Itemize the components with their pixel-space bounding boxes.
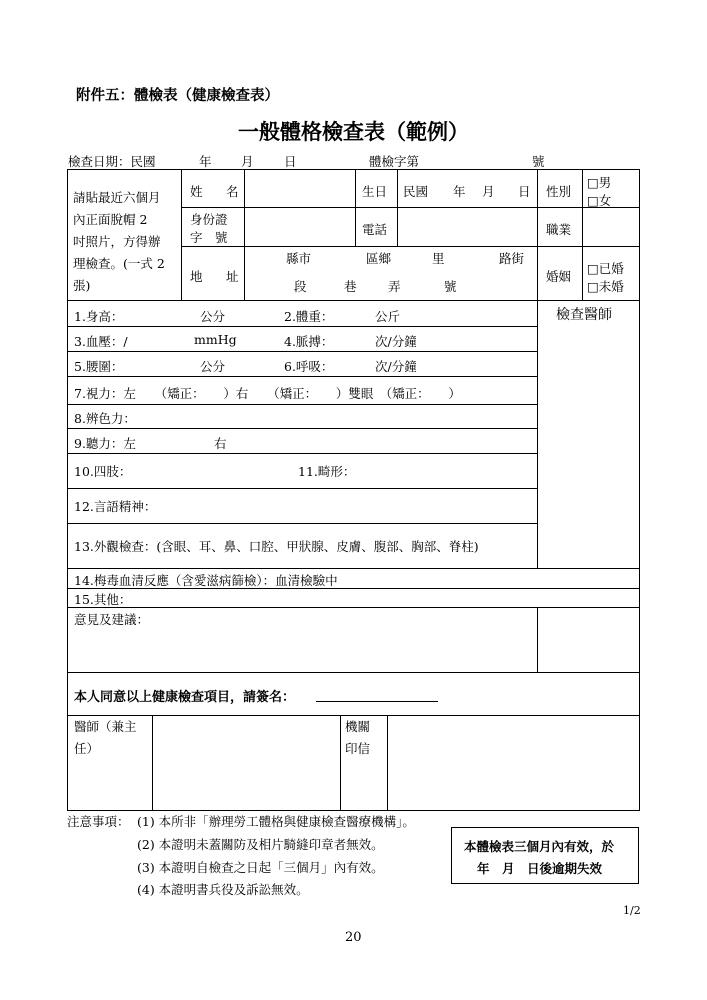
name-field[interactable] — [245, 170, 355, 207]
divider — [181, 246, 639, 247]
phone-label: 電話 — [362, 222, 388, 237]
divider — [68, 672, 639, 673]
divider — [68, 568, 639, 569]
name-label-2: 名 — [226, 184, 239, 199]
photo-line: 內正面脫帽 2 — [73, 212, 148, 227]
divider — [68, 453, 537, 454]
address-district: 區鄉 — [366, 251, 392, 266]
hearing-right-label: 右 — [214, 436, 227, 451]
photo-line: 吋照片，方得辦 — [73, 234, 161, 249]
photo-instructions — [73, 187, 183, 297]
address-village: 里 — [432, 251, 445, 266]
divider — [68, 326, 537, 327]
note-item: (2) 本證明未蓋關防及相片騎縫印章者無效。 — [137, 837, 384, 852]
address-lane: 巷 — [344, 279, 357, 294]
exam-date-day: 日 — [284, 154, 297, 169]
divider — [181, 170, 182, 300]
doctor-label — [74, 716, 137, 760]
hearing-label: 9.聽力：左 — [74, 436, 136, 451]
validity-line-1: 本體檢表三個月內有效，於 — [464, 839, 615, 854]
pulse-unit: 次/分鐘 — [375, 334, 417, 349]
marital-unmarried-checkbox[interactable]: □未婚 — [587, 279, 624, 294]
photo-line: 理檢查。(一式 2 — [73, 256, 165, 271]
id-number-label-2: 字 號 — [190, 230, 228, 245]
divider — [68, 404, 537, 405]
limbs-label: 10.四肢： — [74, 464, 132, 479]
opinion-label: 意見及建議： — [74, 612, 150, 627]
birthday-month: 月 — [482, 184, 495, 199]
waist-label: 5.腰圍： — [74, 359, 124, 374]
address-road: 路街 — [499, 251, 525, 266]
appendix-heading: 附件五：體檢表（健康檢查表） — [76, 87, 279, 104]
exam-date-year: 年 — [199, 154, 212, 169]
divider — [340, 715, 341, 810]
height-label: 1.身高： — [74, 309, 124, 324]
id-number-field[interactable] — [245, 208, 355, 246]
divider — [537, 300, 538, 568]
blood-pressure-label: 3.血壓：/ — [74, 334, 128, 349]
note-item: (1) 本所非「辦理勞工體格與健康檢查醫療機構」。 — [137, 814, 415, 829]
blood-pressure-unit: mmHg — [194, 332, 237, 347]
page-number: 20 — [345, 930, 362, 945]
divider — [68, 523, 537, 524]
syphilis-test-label: 14.梅毒血清反應（含愛滋病篩檢）：血清檢驗中 — [74, 573, 338, 588]
validity-box — [451, 827, 639, 884]
deformity-label: 11.畸形： — [298, 464, 356, 479]
consent-statement: 本人同意以上健康檢查項目，請簽名： — [74, 690, 296, 705]
address-section: 段 — [294, 279, 307, 294]
divider — [68, 488, 537, 489]
exam-number-label: 體檢字第 — [369, 154, 420, 169]
notes-label: 注意事項： — [67, 814, 130, 829]
exam-number-suffix: 號 — [532, 154, 545, 169]
gender-male-checkbox[interactable]: □男 — [587, 175, 612, 190]
signature-line[interactable] — [316, 701, 438, 702]
appearance-exam-label: 13.外觀檢查：(含眼、耳、鼻、口腔、甲狀腺、皮膚、腹部、胸部、脊柱) — [74, 539, 479, 554]
address-county: 縣市 — [286, 251, 312, 266]
page-fraction: 1/2 — [623, 904, 641, 917]
exam-date-month: 月 — [241, 154, 254, 169]
birthday-year: 年 — [453, 184, 466, 199]
divider — [355, 170, 356, 246]
occupation-label: 職業 — [546, 222, 572, 237]
form-table — [67, 169, 640, 811]
divider — [152, 715, 153, 810]
note-item: (4) 本證明書兵役及訴訟無效。 — [137, 882, 309, 897]
divider — [537, 170, 538, 300]
divider — [68, 351, 537, 352]
marital-label: 婚姻 — [546, 269, 572, 284]
examining-doctor-header: 檢查醫師 — [556, 307, 612, 323]
address-label: 地 — [190, 269, 203, 284]
weight-label: 2.體重： — [284, 309, 334, 324]
seal-label-line: 印信 — [345, 741, 371, 756]
other-label: 15.其他： — [74, 592, 132, 607]
respiration-label: 6.呼吸： — [284, 359, 334, 374]
gender-label: 性別 — [546, 184, 572, 199]
birthday-era: 民國 — [403, 184, 429, 199]
height-unit: 公分 — [200, 309, 226, 324]
birthday-day: 日 — [518, 184, 531, 199]
address-alley: 弄 — [388, 279, 401, 294]
color-vision-label: 8.辨色力： — [74, 411, 136, 426]
divider — [582, 170, 583, 300]
divider — [387, 715, 388, 810]
waist-unit: 公分 — [200, 359, 226, 374]
address-number: 號 — [444, 279, 457, 294]
divider — [68, 428, 537, 429]
pulse-label: 4.脈搏： — [284, 334, 334, 349]
divider — [537, 607, 538, 672]
vision-label: 7.視力：左 （矯正： ）右 （矯正： ）雙眼 （矯正： ） — [74, 386, 461, 401]
divider — [68, 607, 639, 608]
photo-line: 張) — [73, 278, 91, 293]
organization-seal-label — [345, 716, 370, 760]
note-item: (3) 本證明自檢查之日起「三個月」內有效。 — [137, 860, 384, 875]
gender-female-checkbox[interactable]: □女 — [587, 193, 612, 208]
respiration-unit: 次/分鐘 — [375, 359, 417, 374]
birthday-label: 生日 — [362, 184, 388, 199]
photo-line: 請貼最近六個月 — [73, 190, 161, 205]
divider — [68, 300, 639, 301]
doctor-label-line: 醫師（兼主 — [74, 719, 137, 734]
weight-unit: 公斤 — [375, 309, 401, 324]
form-title: 一般體格檢查表（範例） — [238, 119, 469, 144]
speech-mental-label: 12.言語精神： — [74, 499, 157, 514]
name-label: 姓 — [190, 184, 203, 199]
divider — [68, 376, 537, 377]
phone-field[interactable] — [398, 208, 537, 246]
marital-married-checkbox[interactable]: □已婚 — [587, 261, 624, 276]
id-number-label: 身份證 — [190, 212, 228, 227]
address-label-2: 址 — [226, 269, 239, 284]
validity-line-2: 年 月 日後逾期失效 — [477, 861, 603, 876]
seal-label-line: 機關 — [345, 719, 371, 734]
exam-date-label: 檢查日期：民國 — [68, 154, 156, 169]
doctor-label-line: 任） — [74, 741, 100, 756]
